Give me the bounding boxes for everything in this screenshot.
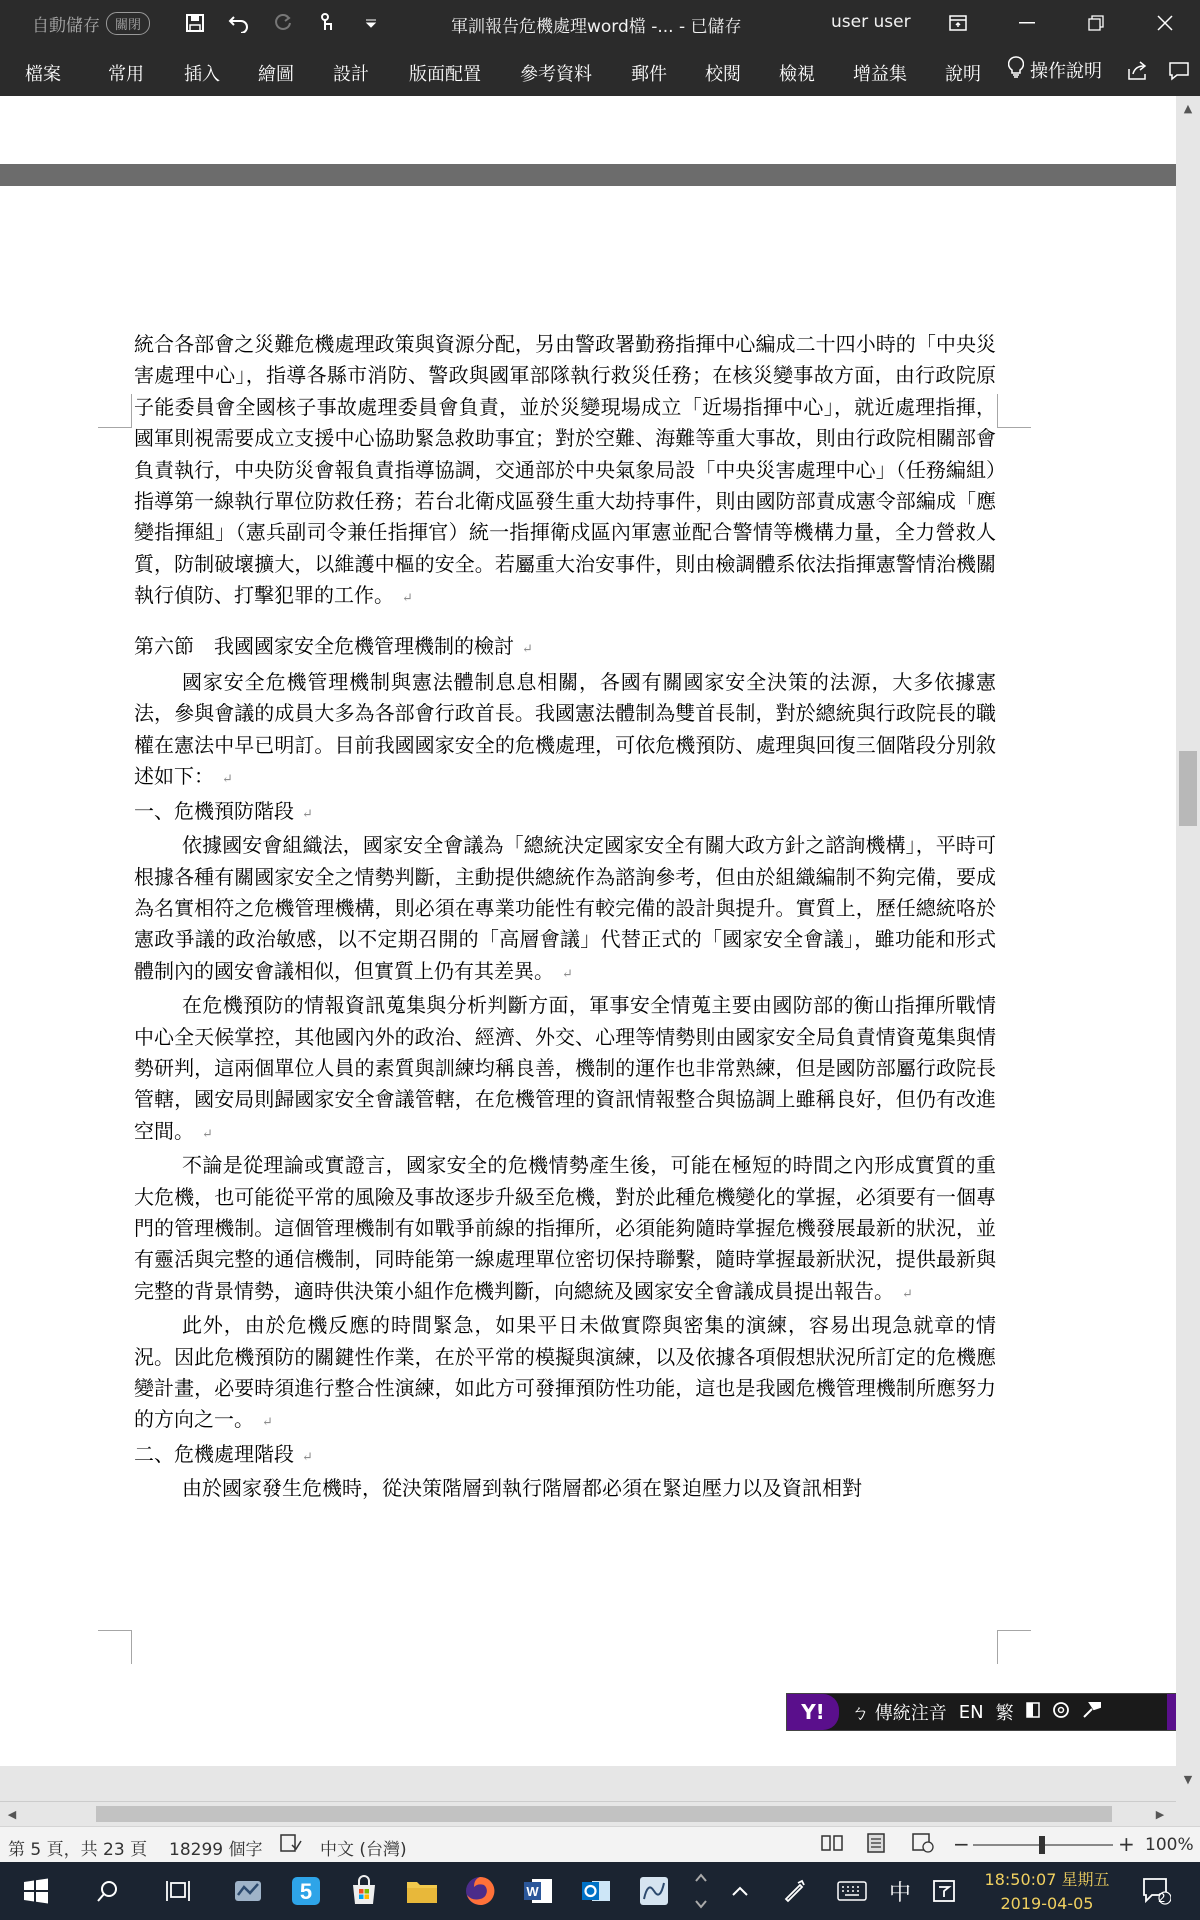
tell-me-label: 操作說明 (1030, 60, 1102, 82)
lightbulb-icon (1008, 56, 1024, 83)
minimize-icon[interactable] (1001, 0, 1053, 46)
title-bar (0, 0, 1200, 46)
paragraph: 由於國家發生危機時，從決策階層到執行階層都必須在緊迫壓力以及資訊相對 (182, 1476, 862, 1501)
close-icon[interactable] (1139, 0, 1191, 46)
ime-tools-icon[interactable] (1082, 1701, 1102, 1724)
paragraph-mark-icon: ↵ (222, 772, 233, 788)
crop-mark-bottom-right (997, 1630, 1031, 1664)
scroll-left-arrow-icon[interactable]: ◀ (7, 1807, 17, 1821)
microsoft-store-icon[interactable] (344, 1871, 384, 1911)
tab-mailings[interactable]: 郵件 (631, 64, 667, 85)
word-app-icon[interactable] (518, 1871, 558, 1911)
ime-input-mode[interactable]: ㄅ 傳統注音 (851, 1703, 947, 1724)
crop-mark-bottom-left (98, 1630, 132, 1664)
5-app-icon[interactable] (286, 1871, 326, 1911)
tell-me-search[interactable] (1008, 56, 1102, 83)
subsection-heading: 二、危機處理階段 ↵ (134, 1441, 313, 1466)
save-icon[interactable] (180, 8, 210, 38)
vertical-scrollbar[interactable] (1176, 96, 1200, 1789)
quick-access-toolbar (180, 8, 386, 38)
ime-width-icon[interactable] (1026, 1702, 1040, 1723)
task-view-icon[interactable] (158, 1871, 198, 1911)
autosave[interactable] (32, 11, 150, 36)
previous-page-bottom (0, 96, 1176, 164)
paragraph-mark-icon: ↵ (262, 1415, 273, 1431)
subsection-heading: 一、危機預防階段 ↵ (134, 798, 313, 823)
section-heading: 第六節 我國國家安全危機管理機制的檢討 ↵ (134, 633, 533, 658)
file-explorer-icon[interactable] (402, 1871, 442, 1911)
tab-draw[interactable]: 繪圖 (258, 64, 294, 85)
scroll-up-arrow-icon[interactable]: ▲ (1183, 101, 1193, 115)
horizontal-scrollbar[interactable] (0, 1801, 1176, 1825)
scroll-right-arrow-icon[interactable]: ▶ (1155, 1807, 1165, 1821)
comments-icon[interactable] (1164, 56, 1194, 86)
print-layout-icon[interactable] (866, 1833, 886, 1858)
clock-date: 2019-04-05 (1000, 1894, 1094, 1913)
paragraph-mark-icon: ↵ (202, 1126, 213, 1142)
action-center-icon[interactable] (1136, 1871, 1176, 1911)
ime-language[interactable]: EN (958, 1701, 984, 1723)
ime-pad-icon[interactable] (924, 1871, 964, 1911)
web-layout-icon[interactable] (912, 1833, 934, 1858)
proofing-icon[interactable] (280, 1833, 302, 1858)
touch-keyboard-icon[interactable] (832, 1871, 872, 1911)
tab-addins[interactable]: 增益集 (853, 64, 907, 85)
paragraph-mark-icon: ↵ (302, 806, 313, 822)
horizontal-scroll-thumb[interactable] (96, 1806, 1112, 1822)
drawing-app-icon[interactable] (634, 1871, 674, 1911)
firefox-icon[interactable] (460, 1871, 500, 1911)
windows-taskbar (0, 1862, 1200, 1920)
taskbar-scroll-icon[interactable] (688, 1871, 714, 1911)
page-separator (0, 164, 1176, 186)
autosave-toggle[interactable]: 關閉 (106, 12, 150, 35)
paragraph-mark-icon: ↵ (562, 966, 573, 982)
customize-qat-icon[interactable] (356, 8, 386, 38)
paragraph-mark-icon: ↵ (402, 591, 413, 607)
paragraph-mark-icon: ↵ (302, 1449, 313, 1465)
zoom-slider[interactable] (973, 1844, 1113, 1846)
system-clock[interactable] (982, 1868, 1112, 1916)
tab-file[interactable]: 檔案 (25, 64, 61, 85)
paragraph: 依據國安會組織法，國家安全會議為「總統決定國家安全有關大政方針之諮詢機構」，平時可根據各種有關國家安全之情勢判斷，主動提供總統作為諮詢參考，但由於組織編制不夠完備，要成為名實相符之危機管理機構，則必須在專業功能性有較完備的設計與提升。實質上，歷任總統咯於憲政爭議的政治敏感，以不定期召開的「高層會議」代替正式的「國家安全會議」，雖功能和形式體制內的國安會議相似，但實質上仍有其差異。 ↵ (134, 833, 996, 983)
tab-help[interactable]: 說明 (945, 64, 981, 85)
outlook-app-icon[interactable] (576, 1871, 616, 1911)
undo-icon[interactable] (224, 8, 254, 38)
crop-mark-top-right (997, 394, 1031, 428)
zoom-slider-thumb[interactable] (1039, 1836, 1045, 1854)
ime-symbol-icon[interactable] (1052, 1701, 1070, 1724)
ribbon-display-options-icon[interactable] (932, 0, 984, 46)
status-bar (0, 1826, 1200, 1862)
share-icon[interactable] (1123, 56, 1153, 86)
autosave-label: 自動儲存 (32, 15, 100, 36)
zoom-level[interactable]: 100% (1145, 1835, 1194, 1855)
ime-toolbar[interactable] (786, 1693, 1186, 1731)
ribbon-tabs (0, 46, 1200, 96)
language-indicator[interactable]: 中文 (台灣) (320, 1840, 407, 1860)
document-area (0, 96, 1176, 1769)
zoom-out-icon[interactable]: − (953, 1832, 970, 1856)
tab-insert[interactable]: 插入 (184, 64, 220, 85)
paragraph: 國家安全危機管理機制與憲法體制息息相關，各國有關國家安全決策的法源，大多依據憲法，參與會議的成員大多為各部會行政首長。我國憲法體制為雙首長制，對於總統與行政院長的職權在憲法中早已明訂。目前我國國家安全的危機處理，可依危機預防、處理與回復三個階段分別敘述如下： ↵ (134, 670, 996, 789)
network-monitor-app-icon[interactable] (228, 1871, 268, 1911)
ime-mode-indicator[interactable]: 中 (888, 1880, 911, 1906)
svg-text:W: W (526, 1884, 539, 1899)
scroll-down-arrow-icon[interactable]: ▼ (1183, 1772, 1193, 1786)
hidden-icons-chevron-icon[interactable] (720, 1871, 760, 1911)
paragraph: 此外，由於危機反應的時間緊急，如果平日未做實際與密集的演練，容易出現急就章的情況。因此危機預防的關鍵性作業，在於平常的模擬與演練，以及依據各項假想狀況所訂定的危機應變計畫，必要時須進行整合性演練，如此方可發揮預防性功能，這也是我國危機管理機制所應努力的方向之一。 ↵ (134, 1313, 996, 1432)
windows-start-icon[interactable] (16, 1871, 56, 1911)
paragraph-mark-icon: ↵ (522, 641, 533, 657)
user-name[interactable]: user user (831, 12, 911, 32)
read-mode-icon[interactable] (820, 1833, 844, 1858)
tab-view[interactable]: 檢視 (779, 64, 815, 85)
word-count[interactable]: 18299 個字 (169, 1840, 263, 1860)
search-icon[interactable] (88, 1871, 128, 1911)
page-count[interactable]: 第 5 頁，共 23 頁 (8, 1840, 148, 1860)
ime-charset[interactable]: 繁 (995, 1703, 1014, 1724)
svg-text:5: 5 (299, 1879, 313, 1904)
vertical-scroll-thumb[interactable] (1179, 751, 1197, 826)
paragraph: 統合各部會之災難危機處理政策與資源分配，另由警政署勤務指揮中心編成二十四小時的「中央災害處理中心」，指導各縣市消防、警政與國軍部隊執行救災任務；在核災變事故方面，由行政院原子能委員會全國核子事故處理委員會負責，並於災變現場成立「近場指揮中心」，就近處理指揮，國軍則視需要成立支援中心協助緊急救助事宜；對於空難、海難等重大事故，則由行政院相關部會負責執行，中央防災會報負責指導協調，交通部於中央氣象局設「中央災害處理中心」（任務編組）指導第一線執行單位防救任務；若台北衛戍區發生重大劫持事件，則由國防部責成憲令部編成「應變指揮組」（憲兵副司令兼任指揮官）統一指揮衛戍區內軍憲並配合警情等機構力量，全力營救人質，防制破壞擴大，以維護中樞的安全。若屬重大治安事件，則由檢調體系依法指揮憲警情治機關執行偵防、打擊犯罪的工作。 ↵ (134, 332, 996, 608)
paragraph: 在危機預防的情報資訊蒐集與分析判斷方面，軍事安全情蒐主要由國防部的衡山指揮所戰情中心全天候掌控，其他國內外的政治、經濟、外交、心理等情勢則由國家安全局負責情資蒐集與情勢研判，這兩個單位人員的素質與訓練均稱良善，機制的運作也非常熟練，但是國防部屬行政院長管轄，國安局則歸國家安全會議管轄，在危機管理的資訊情報整合與協調上雖稱良好，但仍有改進空間。 ↵ (134, 993, 996, 1143)
tab-home[interactable]: 常用 (108, 64, 144, 85)
tab-design[interactable]: 設計 (333, 64, 369, 85)
tab-references[interactable]: 參考資料 (520, 64, 592, 85)
yahoo-ime-logo-icon: Y! (787, 1694, 839, 1730)
tab-review[interactable]: 校閱 (705, 64, 741, 85)
document-body[interactable] (134, 329, 996, 1505)
document-title: 軍訓報告危機處理word檔 -... - 已儲存 (451, 17, 742, 37)
crop-mark-top-left (98, 394, 132, 428)
redo-icon[interactable] (268, 8, 298, 38)
paragraph-mark-icon: ↵ (902, 1286, 913, 1302)
paragraph: 不論是從理論或實證言，國家安全的危機情勢產生後，可能在極短的時間之內形成實質的重大危機，也可能從平常的風險及事故逐步升級至危機，對於此種危機變化的掌握，必須要有一個專門的管理機制。這個管理機制有如戰爭前線的指揮所，必須能夠隨時掌握危機發展最新的狀況，並有靈活與完整的通信機制，同時能第一線處理單位密切保持聯繫，隨時掌握最新狀況，提供最新與完整的背景情勢，適時供決策小組作危機判斷，向總統及國家安全會議成員提出報告。 ↵ (134, 1153, 996, 1303)
pen-ink-icon[interactable] (774, 1871, 814, 1911)
notification-count: 2 (1158, 1891, 1166, 1905)
tab-layout[interactable]: 版面配置 (409, 64, 481, 85)
clock-time: 18:50:07 星期五 (984, 1870, 1110, 1889)
restore-icon[interactable] (1070, 0, 1122, 46)
zoom-in-icon[interactable]: + (1118, 1832, 1135, 1856)
touch-mode-icon[interactable] (312, 8, 342, 38)
